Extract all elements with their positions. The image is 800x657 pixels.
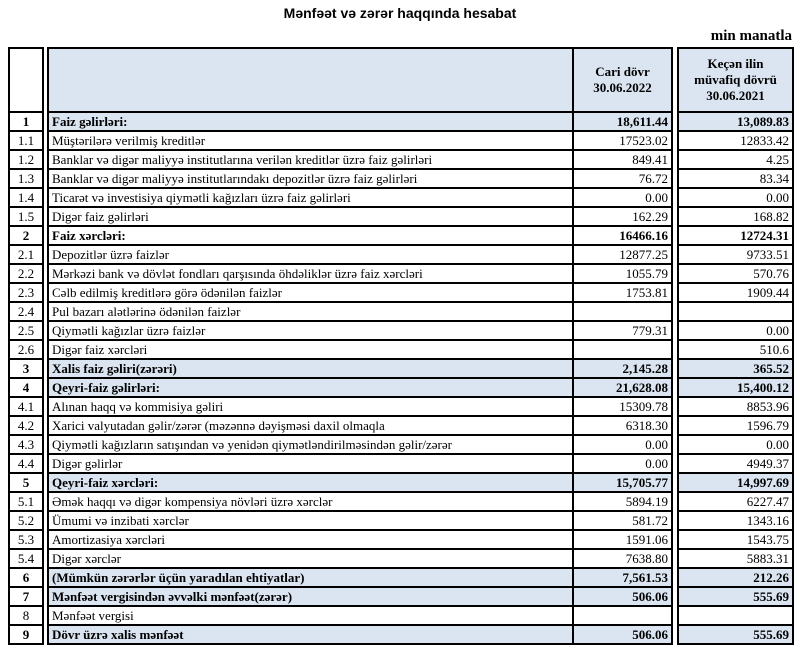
table-row bbox=[9, 606, 793, 625]
row-label-cell: Dövr üzrə xalis mənfəət bbox=[48, 625, 573, 644]
table-row bbox=[9, 378, 793, 397]
row-number-cell: 4.1 bbox=[9, 397, 43, 416]
current-value-cell: 0.00 bbox=[573, 454, 672, 473]
current-value-cell: 506.06 bbox=[573, 625, 672, 644]
header-number-cell bbox=[9, 48, 43, 112]
previous-value-cell: 14,997.69 bbox=[678, 473, 793, 492]
current-value-cell: 15309.78 bbox=[573, 397, 672, 416]
row-number-cell: 1.3 bbox=[9, 169, 43, 188]
table-row bbox=[9, 454, 793, 473]
current-value-cell bbox=[573, 302, 672, 321]
previous-value-cell: 15,400.12 bbox=[678, 378, 793, 397]
row-number-cell: 1.1 bbox=[9, 131, 43, 150]
row-number-cell: 2.1 bbox=[9, 245, 43, 264]
current-value-cell: 506.06 bbox=[573, 587, 672, 606]
current-value-cell: 2,145.28 bbox=[573, 359, 672, 378]
current-value-cell: 849.41 bbox=[573, 150, 672, 169]
current-value-cell bbox=[573, 340, 672, 359]
header-current-period-cell bbox=[573, 48, 672, 112]
table-row bbox=[9, 245, 793, 264]
row-number-cell: 4.2 bbox=[9, 416, 43, 435]
table-row bbox=[9, 112, 793, 131]
row-number-cell: 1.5 bbox=[9, 207, 43, 226]
previous-value-cell: 570.76 bbox=[678, 264, 793, 283]
previous-value-cell: 1596.79 bbox=[678, 416, 793, 435]
header-previous-line2: müvafiq dövrü bbox=[694, 72, 777, 87]
row-number-cell: 5 bbox=[9, 473, 43, 492]
header-previous-line1: Keçən ilin bbox=[707, 56, 764, 71]
row-label-cell: Banklar və digər maliyyə institutlarına verilən kreditlər üzrə faiz gəlirləri bbox=[48, 150, 573, 169]
current-value-cell: 7,561.53 bbox=[573, 568, 672, 587]
header-current-line2: 30.06.2022 bbox=[593, 80, 652, 95]
row-label-cell: Faiz gəlirləri: bbox=[48, 112, 573, 131]
unit-note: min manatla bbox=[710, 28, 792, 44]
current-value-cell bbox=[573, 606, 672, 625]
current-value-cell: 779.31 bbox=[573, 321, 672, 340]
row-number-cell: 1.4 bbox=[9, 188, 43, 207]
header-previous-period-cell bbox=[678, 48, 793, 112]
table-row bbox=[9, 492, 793, 511]
row-label-cell: Ticarət və investisiya qiymətli kağızları üzrə faiz gəlirləri bbox=[48, 188, 573, 207]
current-value-cell: 1591.06 bbox=[573, 530, 672, 549]
table-body bbox=[9, 112, 793, 644]
row-label-cell: Qiymətli kağızlar üzrə faizlər bbox=[48, 321, 573, 340]
row-label-cell: Cəlb edilmiş kreditlərə görə ödənilən faizlər bbox=[48, 283, 573, 302]
table-row bbox=[9, 283, 793, 302]
table-row bbox=[9, 264, 793, 283]
current-value-cell: 21,628.08 bbox=[573, 378, 672, 397]
previous-value-cell: 0.00 bbox=[678, 435, 793, 454]
row-number-cell: 2.4 bbox=[9, 302, 43, 321]
previous-value-cell: 510.6 bbox=[678, 340, 793, 359]
previous-value-cell: 13,089.83 bbox=[678, 112, 793, 131]
previous-value-cell: 1543.75 bbox=[678, 530, 793, 549]
previous-value-cell: 555.69 bbox=[678, 587, 793, 606]
row-label-cell: Əmək haqqı və digər kompensiya növləri üzrə xərclər bbox=[48, 492, 573, 511]
row-label-cell: Pul bazarı alətlərinə ödənilən faizlər bbox=[48, 302, 573, 321]
table-row bbox=[9, 131, 793, 150]
table-row bbox=[9, 625, 793, 644]
current-value-cell: 16466.16 bbox=[573, 226, 672, 245]
row-label-cell: Mənfəət vergisi bbox=[48, 606, 573, 625]
page-title: Mənfəət və zərər haqqında hesabat bbox=[283, 5, 517, 21]
row-number-cell: 5.2 bbox=[9, 511, 43, 530]
row-label-cell: Xarici valyutadan gəlir/zərər (məzənnə dəyişməsi daxil olmaqla bbox=[48, 416, 573, 435]
header-current-line1: Cari dövr bbox=[595, 64, 650, 79]
row-label-cell: Müştərilərə verilmiş kreditlər bbox=[48, 131, 573, 150]
row-number-cell: 9 bbox=[9, 625, 43, 644]
current-value-cell: 7638.80 bbox=[573, 549, 672, 568]
table-row bbox=[9, 359, 793, 378]
current-value-cell: 1753.81 bbox=[573, 283, 672, 302]
table-row bbox=[9, 302, 793, 321]
row-number-cell: 1 bbox=[9, 112, 43, 131]
row-label-cell: Faiz xərcləri: bbox=[48, 226, 573, 245]
table-row bbox=[9, 568, 793, 587]
previous-value-cell: 212.26 bbox=[678, 568, 793, 587]
table-row bbox=[9, 530, 793, 549]
previous-value-cell: 9733.51 bbox=[678, 245, 793, 264]
previous-value-cell: 4949.37 bbox=[678, 454, 793, 473]
table-row bbox=[9, 416, 793, 435]
row-label-cell: Digər faiz xərcləri bbox=[48, 340, 573, 359]
row-label-cell: Digər faiz gəlirləri bbox=[48, 207, 573, 226]
income-statement-table bbox=[8, 47, 794, 645]
table-row bbox=[9, 549, 793, 568]
row-label-cell: Mənfəət vergisindən əvvəlki mənfəət(zərər) bbox=[48, 587, 573, 606]
previous-value-cell: 4.25 bbox=[678, 150, 793, 169]
current-value-cell: 1055.79 bbox=[573, 264, 672, 283]
previous-value-cell: 1909.44 bbox=[678, 283, 793, 302]
current-value-cell: 581.72 bbox=[573, 511, 672, 530]
current-value-cell: 0.00 bbox=[573, 188, 672, 207]
row-label-cell: (Mümkün zərərlər üçün yaradılan ehtiyatlar) bbox=[48, 568, 573, 587]
table-row bbox=[9, 188, 793, 207]
row-label-cell: Qiymətli kağızların satışından və yenidən qiymətləndirilməsindən gəlir/zərər bbox=[48, 435, 573, 454]
row-number-cell: 1.2 bbox=[9, 150, 43, 169]
current-value-cell: 76.72 bbox=[573, 169, 672, 188]
current-value-cell: 18,611.44 bbox=[573, 112, 672, 131]
previous-value-cell bbox=[678, 606, 793, 625]
previous-value-cell: 1343.16 bbox=[678, 511, 793, 530]
previous-value-cell: 83.34 bbox=[678, 169, 793, 188]
previous-value-cell: 5883.31 bbox=[678, 549, 793, 568]
row-label-cell: Digər xərclər bbox=[48, 549, 573, 568]
header-previous-line3: 30.06.2021 bbox=[706, 88, 765, 103]
header-description-cell bbox=[48, 48, 573, 112]
row-number-cell: 5.3 bbox=[9, 530, 43, 549]
row-label-cell: Banklar və digər maliyyə institutlarındakı depozitlər üzrə faiz gəlirləri bbox=[48, 169, 573, 188]
row-number-cell: 7 bbox=[9, 587, 43, 606]
row-label-cell: Depozitlər üzrə faizlər bbox=[48, 245, 573, 264]
row-number-cell: 4.4 bbox=[9, 454, 43, 473]
row-label-cell: Ümumi və inzibati xərclər bbox=[48, 511, 573, 530]
table-row bbox=[9, 435, 793, 454]
table-header bbox=[9, 48, 793, 112]
row-number-cell: 4 bbox=[9, 378, 43, 397]
table-row bbox=[9, 587, 793, 606]
row-number-cell: 6 bbox=[9, 568, 43, 587]
row-number-cell: 2.2 bbox=[9, 264, 43, 283]
table-row bbox=[9, 321, 793, 340]
row-label-cell: Mərkəzi bank və dövlət fondları qarşısında öhdəliklər üzrə faiz xərcləri bbox=[48, 264, 573, 283]
previous-value-cell: 8853.96 bbox=[678, 397, 793, 416]
previous-value-cell: 0.00 bbox=[678, 321, 793, 340]
previous-value-cell: 0.00 bbox=[678, 188, 793, 207]
previous-value-cell: 168.82 bbox=[678, 207, 793, 226]
current-value-cell: 162.29 bbox=[573, 207, 672, 226]
table-row bbox=[9, 340, 793, 359]
row-label-cell: Amortizasiya xərcləri bbox=[48, 530, 573, 549]
table-row bbox=[9, 169, 793, 188]
row-number-cell: 5.4 bbox=[9, 549, 43, 568]
previous-value-cell: 6227.47 bbox=[678, 492, 793, 511]
previous-value-cell bbox=[678, 302, 793, 321]
table-row bbox=[9, 226, 793, 245]
table-row bbox=[9, 150, 793, 169]
row-number-cell: 2.3 bbox=[9, 283, 43, 302]
table-row bbox=[9, 397, 793, 416]
table-row bbox=[9, 473, 793, 492]
row-label-cell: Qeyri-faiz xərcləri: bbox=[48, 473, 573, 492]
current-value-cell: 6318.30 bbox=[573, 416, 672, 435]
table-row bbox=[9, 207, 793, 226]
current-value-cell: 15,705.77 bbox=[573, 473, 672, 492]
row-number-cell: 5.1 bbox=[9, 492, 43, 511]
row-number-cell: 8 bbox=[9, 606, 43, 625]
previous-value-cell: 555.69 bbox=[678, 625, 793, 644]
row-label-cell: Digər gəlirlər bbox=[48, 454, 573, 473]
row-number-cell: 2.5 bbox=[9, 321, 43, 340]
previous-value-cell: 365.52 bbox=[678, 359, 793, 378]
row-label-cell: Qeyri-faiz gəlirləri: bbox=[48, 378, 573, 397]
row-number-cell: 3 bbox=[9, 359, 43, 378]
current-value-cell: 0.00 bbox=[573, 435, 672, 454]
row-number-cell: 4.3 bbox=[9, 435, 43, 454]
row-number-cell: 2 bbox=[9, 226, 43, 245]
previous-value-cell: 12724.31 bbox=[678, 226, 793, 245]
table-row bbox=[9, 511, 793, 530]
row-label-cell: Alınan haqq və kommisiya gəliri bbox=[48, 397, 573, 416]
header-row bbox=[9, 48, 793, 112]
current-value-cell: 17523.02 bbox=[573, 131, 672, 150]
row-label-cell: Xalis faiz gəliri(zərəri) bbox=[48, 359, 573, 378]
row-number-cell: 2.6 bbox=[9, 340, 43, 359]
current-value-cell: 5894.19 bbox=[573, 492, 672, 511]
previous-value-cell: 12833.42 bbox=[678, 131, 793, 150]
current-value-cell: 12877.25 bbox=[573, 245, 672, 264]
